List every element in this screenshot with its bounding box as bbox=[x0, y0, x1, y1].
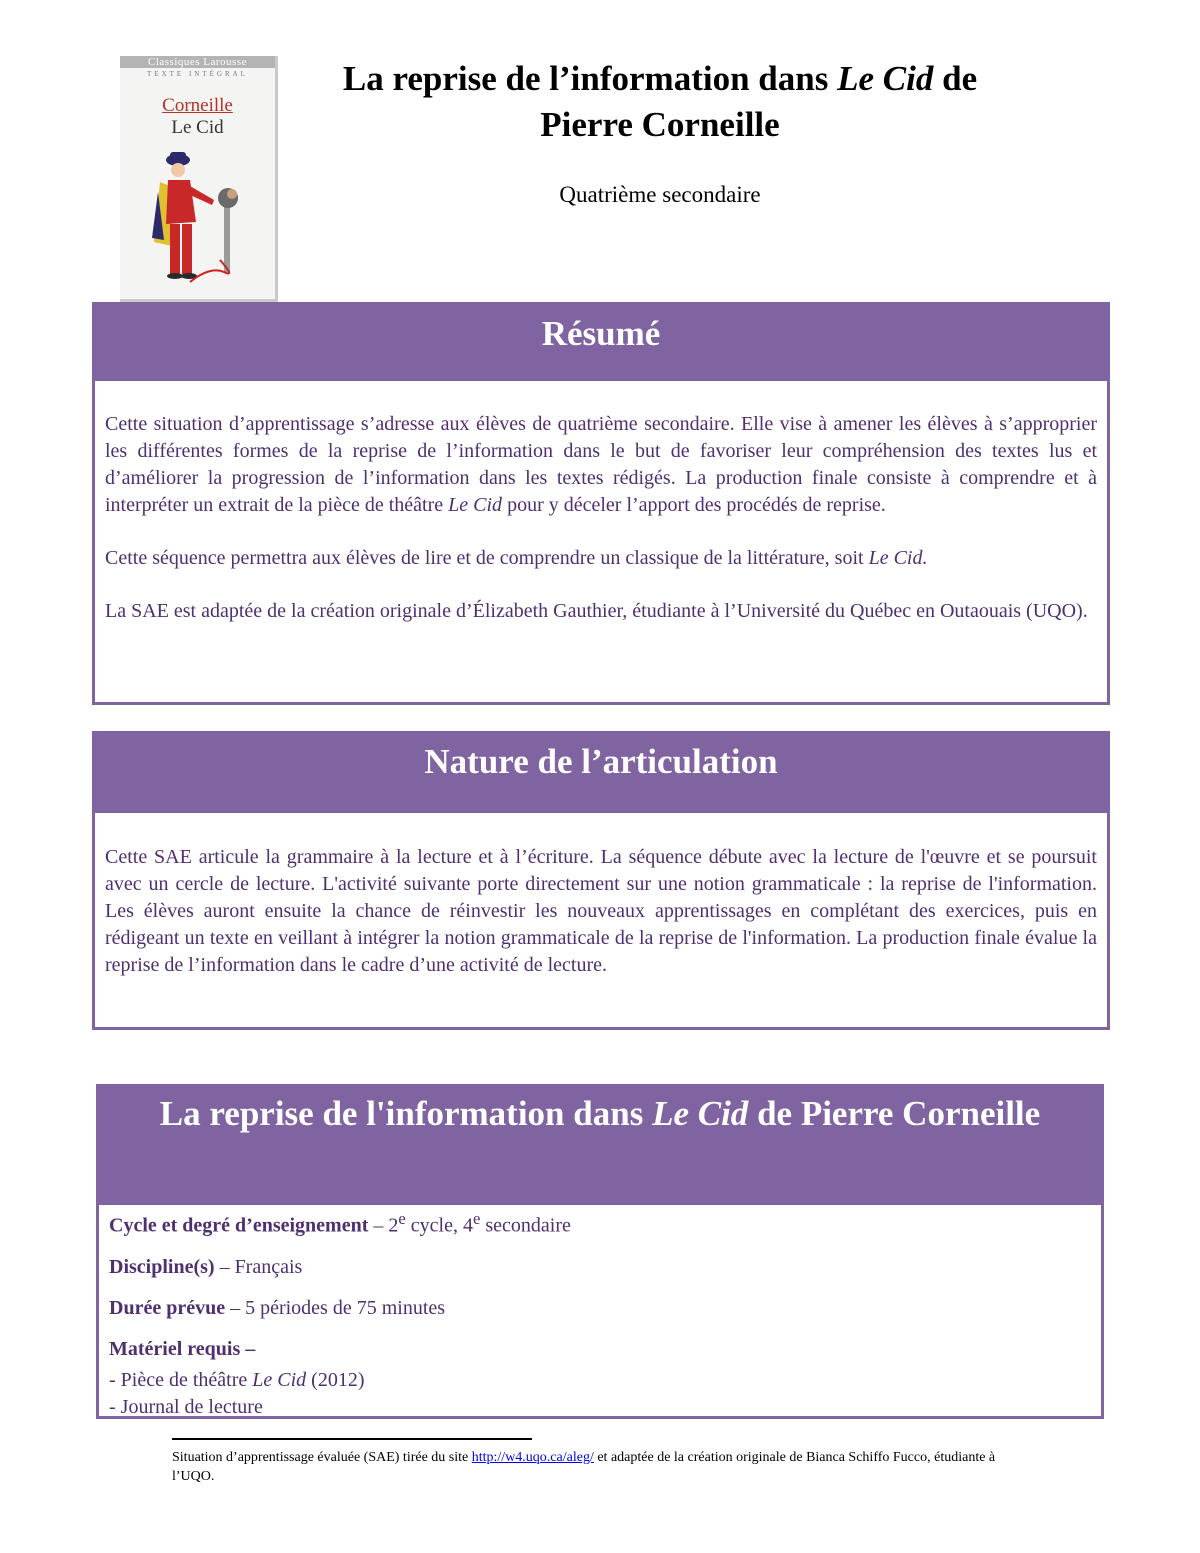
info-body bbox=[99, 1205, 1101, 1421]
info-heading: La reprise de l'information dans Le Cid de Pierre Corneille bbox=[99, 1087, 1101, 1205]
resume-paragraph-1: Cette situation d’apprentissage s’adresse aux élèves de quatrième secondaire. Elle vise à amener les élèves à s’approprier les différentes formes de la reprise de l’information dans le but de favoriser leur compréhension des textes lus et d’améliorer la progression de l’information dans les textes rédigés. La production finale consiste à comprendre et à interpréter un extrait de la pièce de théâtre Le Cid pour y déceler l’apport des procédés de reprise. bbox=[105, 413, 1097, 516]
footnote-link[interactable]: http://w4.uqo.ca/aleg/ bbox=[471, 1450, 594, 1465]
book-cover-image bbox=[120, 56, 278, 302]
materiel-row: Matériel requis – bbox=[109, 1337, 256, 1360]
cover-subseries: TEXTE INTÉGRAL bbox=[147, 70, 248, 78]
cover-author: Corneille bbox=[162, 95, 233, 116]
document-subtitle: Quatrième secondaire bbox=[559, 182, 761, 207]
nature-section bbox=[92, 731, 1110, 1030]
document-title: La reprise de l’information dans Le Cid de Pierre Corneille bbox=[342, 59, 978, 144]
info-section bbox=[96, 1084, 1104, 1419]
discipline-row: Discipline(s) – Français bbox=[109, 1255, 303, 1278]
nature-body bbox=[95, 813, 1107, 979]
materiel-item-2: - Journal de lecture bbox=[109, 1395, 263, 1418]
cover-illustration bbox=[120, 142, 275, 302]
resume-paragraph-2: Cette séquence permettra aux élèves de lire et de comprendre un classique de la littérature, soit Le Cid. bbox=[105, 547, 928, 569]
cover-title: Le Cid bbox=[171, 117, 224, 138]
resume-paragraph-3: La SAE est adaptée de la création originale d’Élizabeth Gauthier, étudiante à l’Université du Québec en Outaouais (UQO). bbox=[105, 600, 1088, 622]
resume-section bbox=[92, 302, 1110, 705]
cycle-row: Cycle et degré d’enseignement – 2e cycle, 4e secondaire bbox=[109, 1209, 571, 1237]
cover-series: Classiques Larousse bbox=[120, 56, 275, 68]
resume-heading: Résumé bbox=[95, 305, 1107, 381]
materiel-item-1: - Pièce de théâtre Le Cid (2012) bbox=[109, 1368, 365, 1391]
nature-paragraph: Cette SAE articule la grammaire à la lecture et à l’écriture. La séquence débute avec la lecture de l'œuvre et se poursuit avec un cercle de lecture. L'activité suivante porte directement sur une notion grammaticale : la reprise de l'information. Les élèves auront ensuite la chance de réinvestir les nouveaux apprentissages en complétant des exercices, puis en rédigeant un texte en veillant à intégrer la notion grammaticale de la reprise de l'information. La production finale évalue la reprise de l’information dans le cadre d’une activité de lecture. bbox=[105, 846, 1097, 976]
footnote-rule bbox=[172, 1438, 532, 1440]
duree-row: Durée prévue – 5 périodes de 75 minutes bbox=[109, 1296, 446, 1319]
nature-heading: Nature de l’articulation bbox=[95, 734, 1107, 813]
footnote: Situation d’apprentissage évaluée (SAE) tirée du site http://w4.uqo.ca/aleg/ et adaptée de la création originale de Bianca Schiffo Fucco, étudiante à l’UQO. bbox=[172, 1450, 996, 1484]
resume-body bbox=[95, 381, 1107, 625]
